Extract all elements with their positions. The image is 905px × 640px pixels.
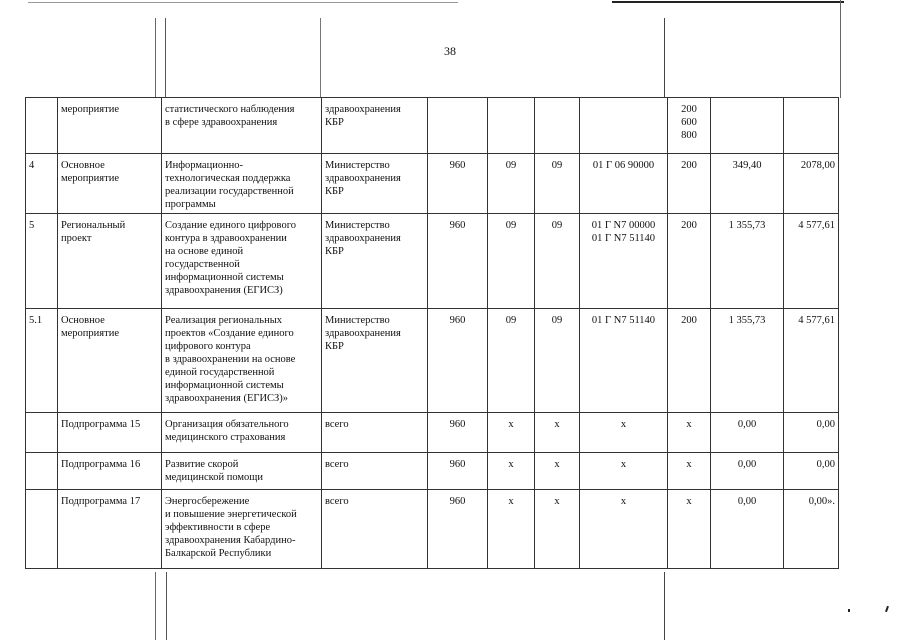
scan-vertical-line-1 xyxy=(155,18,156,98)
row-amount-2: 4 577,61 xyxy=(784,214,839,309)
top-scan-rule-left xyxy=(28,2,458,3)
table-row xyxy=(26,413,839,453)
row-subsection-code: 09 xyxy=(535,309,580,413)
row-status: Подпрограмма 15 xyxy=(58,413,162,453)
row-subsection-code: 09 xyxy=(535,154,580,214)
row-amount-1: 0,00 xyxy=(711,413,784,453)
row-status: Подпрограмма 17 xyxy=(58,490,162,569)
page-number: 38 xyxy=(444,44,456,58)
row-number: 5.1 xyxy=(26,309,58,413)
row-executor: Министерство здравоохранения КБР xyxy=(322,309,428,413)
row-amount-1: 1 355,73 xyxy=(711,214,784,309)
row-executor: всего xyxy=(322,413,428,453)
row-status: мероприятие xyxy=(58,98,162,154)
row-grbs-code xyxy=(428,98,488,154)
scan-vertical-line-4 xyxy=(664,18,665,98)
row-amount-1: 1 355,73 xyxy=(711,309,784,413)
row-expense-type-code: 200 xyxy=(668,214,711,309)
row-grbs-code: 960 xyxy=(428,214,488,309)
row-name: Реализация региональных проектов «Создание единого цифрового контура в здравоохранении на основе единой государственной информационной системы здравоохранения (ЕГИСЗ)» xyxy=(162,309,322,413)
row-subsection-code: 09 xyxy=(535,214,580,309)
row-target-article-code: 01 Г 06 90000 xyxy=(580,154,668,214)
scan-mark-1 xyxy=(848,609,850,612)
row-subsection-code: х xyxy=(535,490,580,569)
row-section-code: 09 xyxy=(488,309,535,413)
table-body xyxy=(26,98,839,569)
row-executor: всего xyxy=(322,453,428,490)
row-grbs-code: 960 xyxy=(428,453,488,490)
row-subsection-code: х xyxy=(535,413,580,453)
row-number xyxy=(26,453,58,490)
row-target-article-code xyxy=(580,98,668,154)
row-expense-type-code: 200 xyxy=(668,309,711,413)
row-amount-2 xyxy=(784,98,839,154)
row-section-code xyxy=(488,98,535,154)
row-target-article-code: х xyxy=(580,490,668,569)
row-subsection-code: х xyxy=(535,453,580,490)
table-row xyxy=(26,214,839,309)
row-name: статистического наблюдения в сфере здравоохранения xyxy=(162,98,322,154)
row-executor: всего xyxy=(322,490,428,569)
row-name: Создание единого цифрового контура в здравоохранении на основе единой государственной информационной системы здравоохранения (ЕГИСЗ) xyxy=(162,214,322,309)
row-status: Основное мероприятие xyxy=(58,154,162,214)
scan-mark-2 xyxy=(885,606,889,612)
row-amount-1 xyxy=(711,98,784,154)
row-amount-2: 0,00 xyxy=(784,453,839,490)
row-section-code: х xyxy=(488,413,535,453)
row-target-article-code: 01 Г N7 00000 01 Г N7 51140 xyxy=(580,214,668,309)
row-amount-2: 4 577,61 xyxy=(784,309,839,413)
row-expense-type-code: х xyxy=(668,453,711,490)
row-executor: Министерство здравоохранения КБР xyxy=(322,154,428,214)
table-row xyxy=(26,98,839,154)
row-section-code: 09 xyxy=(488,214,535,309)
row-name: Развитие скорой медицинской помощи xyxy=(162,453,322,490)
row-section-code: х xyxy=(488,490,535,569)
row-grbs-code: 960 xyxy=(428,309,488,413)
row-executor: Министерство здравоохранения КБР xyxy=(322,214,428,309)
row-target-article-code: 01 Г N7 51140 xyxy=(580,309,668,413)
scan-vertical-line-8 xyxy=(664,572,665,640)
scan-vertical-line-6 xyxy=(155,572,156,640)
row-subsection-code xyxy=(535,98,580,154)
row-target-article-code: х xyxy=(580,453,668,490)
row-status: Подпрограмма 16 xyxy=(58,453,162,490)
row-name: Информационно- технологическая поддержка реализации государственной программы xyxy=(162,154,322,214)
table-row xyxy=(26,309,839,413)
row-section-code: 09 xyxy=(488,154,535,214)
row-amount-2: 0,00». xyxy=(784,490,839,569)
row-grbs-code: 960 xyxy=(428,490,488,569)
scan-vertical-line-3 xyxy=(320,18,321,98)
scan-vertical-line-5 xyxy=(840,0,841,98)
table-row xyxy=(26,154,839,214)
row-number xyxy=(26,98,58,154)
row-section-code: х xyxy=(488,453,535,490)
row-amount-2: 0,00 xyxy=(784,413,839,453)
row-name: Организация обязательного медицинского страхования xyxy=(162,413,322,453)
row-amount-1: 0,00 xyxy=(711,453,784,490)
row-name: Энергосбережение и повышение энергетической эффективности в сфере здравоохранения Кабардино- Балкарской Республики xyxy=(162,490,322,569)
row-number xyxy=(26,490,58,569)
row-amount-1: 0,00 xyxy=(711,490,784,569)
table-row xyxy=(26,490,839,569)
row-executor: здравоохранения КБР xyxy=(322,98,428,154)
row-target-article-code: х xyxy=(580,413,668,453)
row-expense-type-code: х xyxy=(668,490,711,569)
row-grbs-code: 960 xyxy=(428,413,488,453)
budget-table xyxy=(25,97,839,569)
table-row xyxy=(26,453,839,490)
row-status: Региональный проект xyxy=(58,214,162,309)
row-number xyxy=(26,413,58,453)
scan-vertical-line-7 xyxy=(166,572,167,640)
row-amount-1: 349,40 xyxy=(711,154,784,214)
row-status: Основное мероприятие xyxy=(58,309,162,413)
row-grbs-code: 960 xyxy=(428,154,488,214)
row-number: 4 xyxy=(26,154,58,214)
row-number: 5 xyxy=(26,214,58,309)
row-expense-type-code: 200 xyxy=(668,154,711,214)
scan-vertical-line-2 xyxy=(165,18,166,98)
row-expense-type-code: 200 600 800 xyxy=(668,98,711,154)
top-scan-rule-right xyxy=(612,1,844,3)
row-amount-2: 2078,00 xyxy=(784,154,839,214)
row-expense-type-code: х xyxy=(668,413,711,453)
